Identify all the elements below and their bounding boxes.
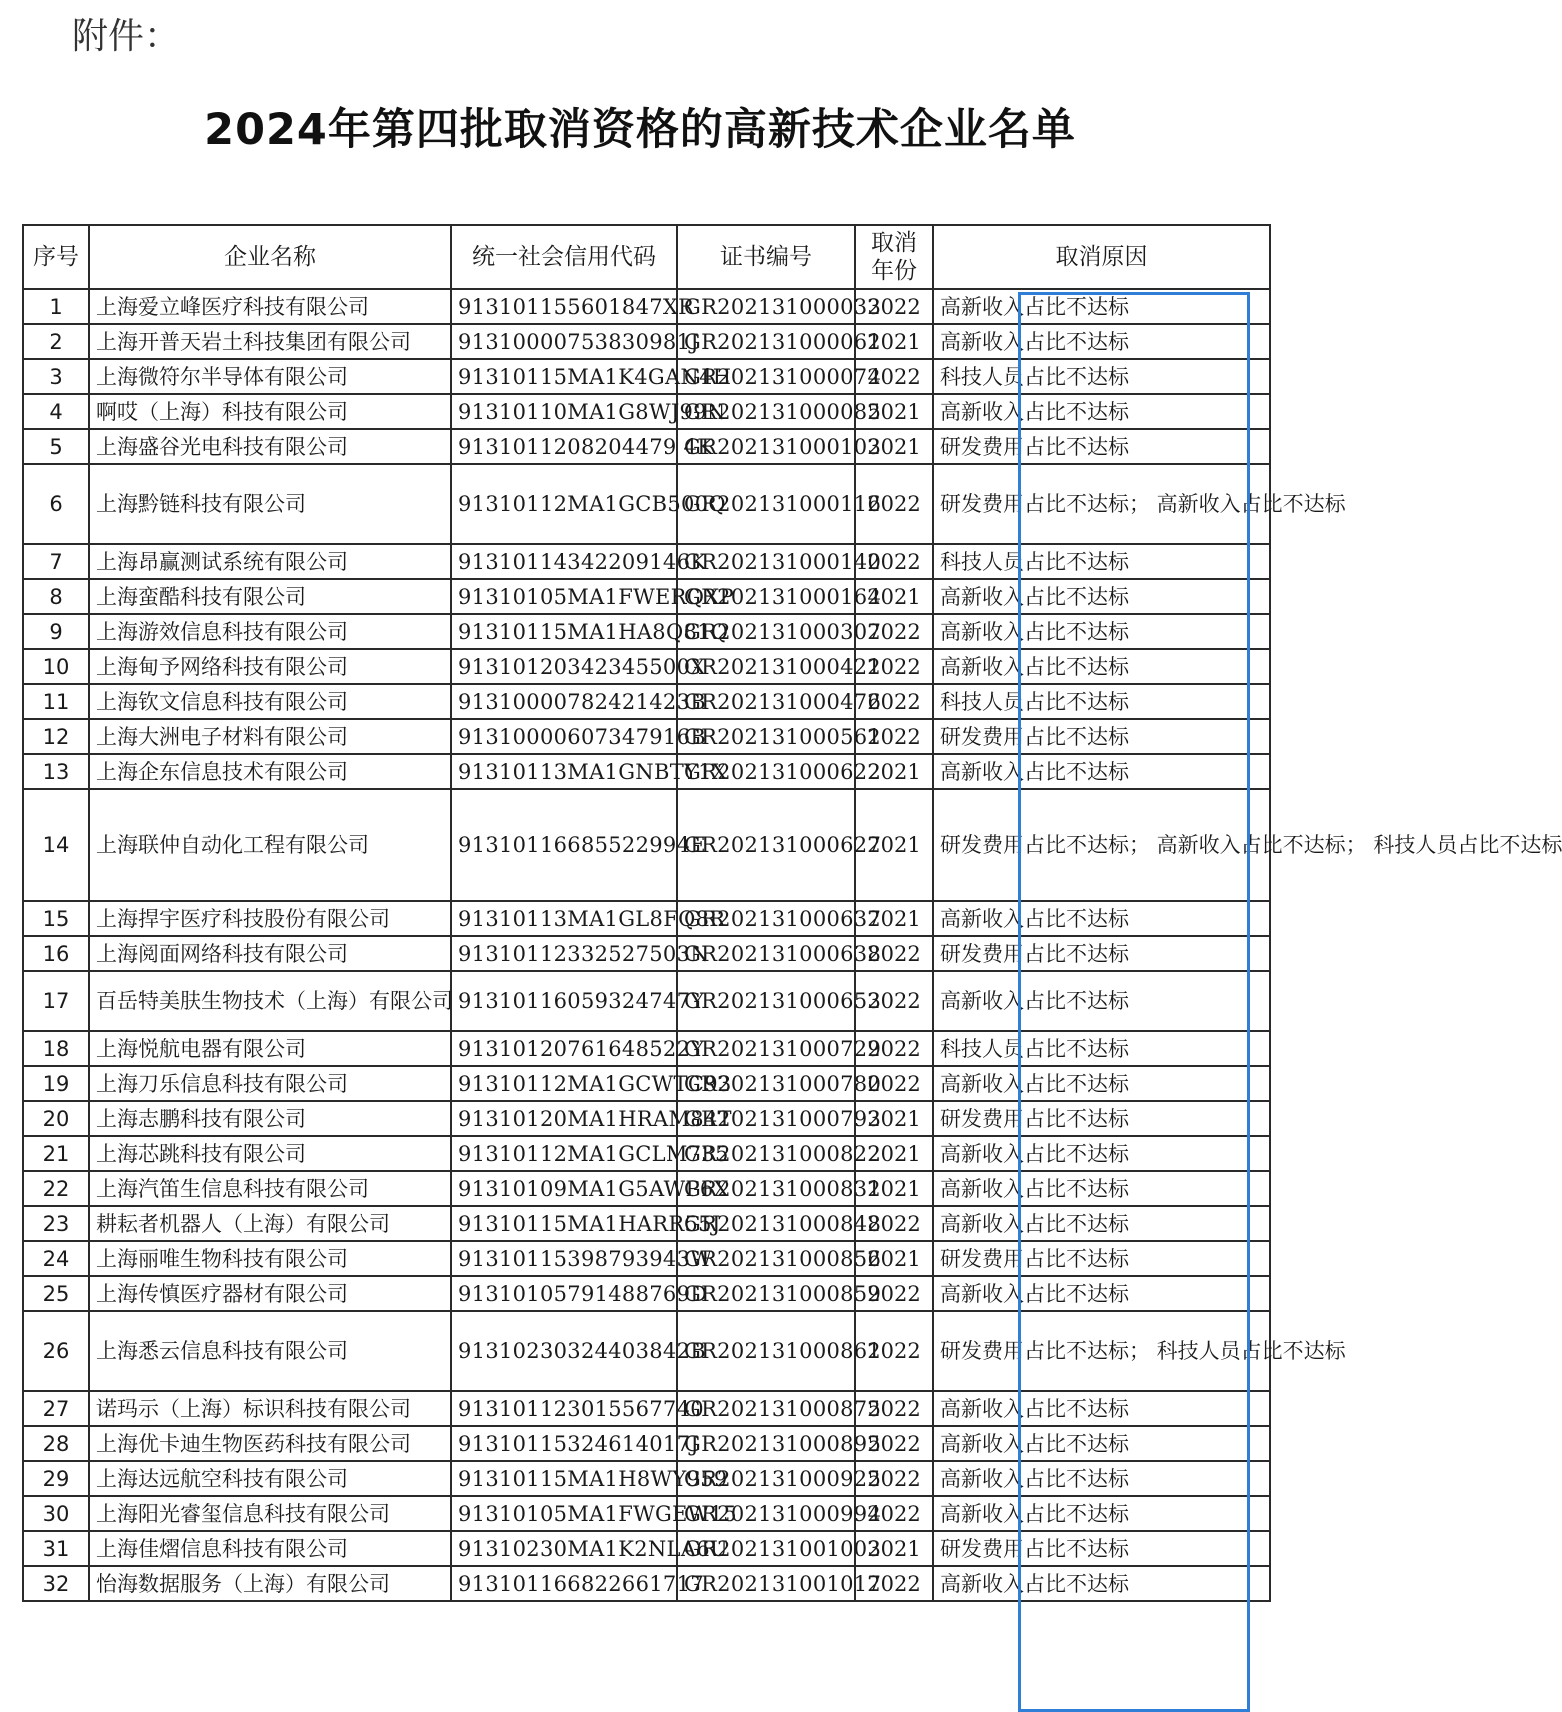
cell-cert: GR202131000856 [677, 1241, 855, 1276]
table-row [23, 649, 1270, 684]
table-row [23, 1136, 1270, 1171]
cell-code: 91310114342209146K [451, 544, 677, 579]
cell-year: 2021 [855, 1171, 933, 1206]
cell-cert: GR202131000875 [677, 1391, 855, 1426]
cell-year: 2021 [855, 1241, 933, 1276]
cell-name: 上海游效信息科技有限公司 [89, 614, 451, 649]
cell-code: 91310120MA1HRAM84T [451, 1101, 677, 1136]
table-row [23, 1101, 1270, 1136]
cell-year: 2022 [855, 1311, 933, 1391]
header-name: 企业名称 [89, 225, 451, 289]
cell-seq: 7 [23, 544, 89, 579]
cell-year: 2021 [855, 901, 933, 936]
cell-seq: 2 [23, 324, 89, 359]
cell-cert: GR202131000994 [677, 1496, 855, 1531]
cell-seq: 5 [23, 429, 89, 464]
cell-name: 上海爱立峰医疗科技有限公司 [89, 289, 451, 324]
cell-cert: GR202131000116 [677, 464, 855, 544]
cell-year: 2021 [855, 789, 933, 901]
cell-seq: 12 [23, 719, 89, 754]
cell-reason: 研发费用占比不达标 [933, 1531, 1270, 1566]
cell-year: 2022 [855, 649, 933, 684]
cell-code: 91310105MA1FWERQXP [451, 579, 677, 614]
cell-name: 上海阳光睿玺信息科技有限公司 [89, 1496, 451, 1531]
cell-code: 91310230324403842B [451, 1311, 677, 1391]
cell-reason: 研发费用占比不达标 [933, 719, 1270, 754]
cell-code: 91310113MA1GNBTY1X [451, 754, 677, 789]
header-code: 统一社会信用代码 [451, 225, 677, 289]
cell-code: 91310112332527503N [451, 936, 677, 971]
cell-seq: 4 [23, 394, 89, 429]
cell-cert: GR202131000859 [677, 1276, 855, 1311]
cell-code: 91310112MA1GCLM735 [451, 1136, 677, 1171]
cell-seq: 20 [23, 1101, 89, 1136]
cell-code: 91310116685522994E [451, 789, 677, 901]
cell-name: 上海阅面网络科技有限公司 [89, 936, 451, 971]
cell-name: 上海汽笛生信息科技有限公司 [89, 1171, 451, 1206]
table-row [23, 429, 1270, 464]
table-row [23, 789, 1270, 901]
cell-year: 2021 [855, 754, 933, 789]
cell-name: 百岳特美肤生物技术（上海）有限公司 [89, 971, 451, 1031]
cell-code: 91310105MA1FWGEW15 [451, 1496, 677, 1531]
cell-name: 上海优卡迪生物医药科技有限公司 [89, 1426, 451, 1461]
cell-year: 2022 [855, 289, 933, 324]
cell-year: 2021 [855, 394, 933, 429]
cell-year: 2022 [855, 1426, 933, 1461]
cell-cert: GR202131000103 [677, 429, 855, 464]
cell-seq: 11 [23, 684, 89, 719]
cell-seq: 18 [23, 1031, 89, 1066]
table-header-row [23, 225, 1270, 289]
header-year: 取消年份 [855, 225, 933, 289]
cell-reason: 研发费用占比不达标 [933, 1101, 1270, 1136]
cell-seq: 22 [23, 1171, 89, 1206]
table-row [23, 1391, 1270, 1426]
attachment-label: 附件： [72, 16, 181, 57]
cell-cert: GR202131000848 [677, 1206, 855, 1241]
cell-year: 2021 [855, 1101, 933, 1136]
cell-year: 2022 [855, 971, 933, 1031]
cell-reason: 高新收入占比不达标 [933, 1136, 1270, 1171]
cell-name: 上海佳熠信息科技有限公司 [89, 1531, 451, 1566]
cell-cert: GR202131000729 [677, 1031, 855, 1066]
cell-reason: 科技人员占比不达标 [933, 684, 1270, 719]
header-cert: 证书编号 [677, 225, 855, 289]
cell-seq: 32 [23, 1566, 89, 1601]
cell-reason: 高新收入占比不达标 [933, 394, 1270, 429]
cell-cert: GR202131000822 [677, 1136, 855, 1171]
cell-name: 上海丽唯生物科技有限公司 [89, 1241, 451, 1276]
cell-reason: 研发费用占比不达标 [933, 1241, 1270, 1276]
cell-seq: 14 [23, 789, 89, 901]
cell-seq: 23 [23, 1206, 89, 1241]
table-row [23, 1531, 1270, 1566]
cell-cert: GR202131000831 [677, 1171, 855, 1206]
cell-year: 2022 [855, 464, 933, 544]
cell-reason: 高新收入占比不达标 [933, 1206, 1270, 1241]
table-row [23, 359, 1270, 394]
table-row [23, 464, 1270, 544]
cell-seq: 13 [23, 754, 89, 789]
cell-reason: 研发费用占比不达标 [933, 936, 1270, 971]
cell-code: 91310000753830981J [451, 324, 677, 359]
table-row [23, 1461, 1270, 1496]
cell-code: 9131011208204479 4K [451, 429, 677, 464]
cell-code: 91310105791488769D [451, 1276, 677, 1311]
cell-cert: GR202131000627 [677, 789, 855, 901]
cell-name: 耕耘者机器人（上海）有限公司 [89, 1206, 451, 1241]
table-row [23, 936, 1270, 971]
cell-year: 2022 [855, 719, 933, 754]
cell-name: 上海昂赢测试系统有限公司 [89, 544, 451, 579]
cell-name: 上海志鹏科技有限公司 [89, 1101, 451, 1136]
table-row [23, 719, 1270, 754]
cell-name: 上海黔链科技有限公司 [89, 464, 451, 544]
cell-cert: GR202131000061 [677, 324, 855, 359]
cell-cert: GR202131000638 [677, 936, 855, 971]
cell-year: 2021 [855, 429, 933, 464]
cell-reason: 高新收入占比不达标 [933, 1496, 1270, 1531]
cell-year: 2022 [855, 614, 933, 649]
cell-seq: 15 [23, 901, 89, 936]
cell-name: 上海甸予网络科技有限公司 [89, 649, 451, 684]
cell-name: 上海芯跳科技有限公司 [89, 1136, 451, 1171]
cell-seq: 25 [23, 1276, 89, 1311]
cell-cert: GR202131000421 [677, 649, 855, 684]
cell-code: 91310116059324747Y [451, 971, 677, 1031]
table-row [23, 1426, 1270, 1461]
cell-year: 2022 [855, 359, 933, 394]
cell-code: 91310109MA1G5AWP6X [451, 1171, 677, 1206]
cell-reason: 高新收入占比不达标 [933, 754, 1270, 789]
cell-code: 91310112MA1GCB500Q [451, 464, 677, 544]
cell-cert: GR202131000895 [677, 1426, 855, 1461]
cell-cert: GR202131000925 [677, 1461, 855, 1496]
cell-reason: 研发费用占比不达标； 高新收入占比不达标； 科技人员占比不达标 [933, 789, 1270, 901]
table-row [23, 754, 1270, 789]
table-row [23, 1206, 1270, 1241]
cell-reason: 科技人员占比不达标 [933, 1031, 1270, 1066]
cell-code: 91310120761648522Y [451, 1031, 677, 1066]
cell-reason: 高新收入占比不达标 [933, 1426, 1270, 1461]
cell-code: 91310000607347916B [451, 719, 677, 754]
cell-code: 913101155601847XR [451, 289, 677, 324]
cell-reason: 高新收入占比不达标 [933, 289, 1270, 324]
cell-code: 91310115MA1HA8Q81Q [451, 614, 677, 649]
cell-year: 2022 [855, 1391, 933, 1426]
cell-cert: GR202131000637 [677, 901, 855, 936]
cell-reason: 高新收入占比不达标 [933, 901, 1270, 936]
cell-year: 2022 [855, 936, 933, 971]
cell-name: 上海联仲自动化工程有限公司 [89, 789, 451, 901]
cell-year: 2022 [855, 544, 933, 579]
cell-name: 上海达远航空科技有限公司 [89, 1461, 451, 1496]
cell-name: 上海蛮酷科技有限公司 [89, 579, 451, 614]
header-seq: 序号 [23, 225, 89, 289]
cell-cert: GR202131000561 [677, 719, 855, 754]
cell-year: 2021 [855, 324, 933, 359]
cell-seq: 17 [23, 971, 89, 1031]
document-title: 2024年第四批取消资格的高新技术企业名单 [204, 105, 1076, 155]
cell-name: 上海钦文信息科技有限公司 [89, 684, 451, 719]
cell-code: 91310115MA1H8WY959 [451, 1461, 677, 1496]
cell-reason: 高新收入占比不达标 [933, 324, 1270, 359]
cell-cert: GR202131001017 [677, 1566, 855, 1601]
table-row [23, 324, 1270, 359]
cell-name: 上海悉云信息科技有限公司 [89, 1311, 451, 1391]
cell-reason: 研发费用占比不达标； 科技人员占比不达标 [933, 1311, 1270, 1391]
cell-seq: 3 [23, 359, 89, 394]
cell-seq: 28 [23, 1426, 89, 1461]
cell-year: 2022 [855, 1031, 933, 1066]
cell-year: 2022 [855, 1566, 933, 1601]
cell-seq: 30 [23, 1496, 89, 1531]
table-row [23, 394, 1270, 429]
cell-reason: 研发费用占比不达标 [933, 429, 1270, 464]
cell-seq: 8 [23, 579, 89, 614]
cell-seq: 27 [23, 1391, 89, 1426]
cell-seq: 19 [23, 1066, 89, 1101]
cell-name: 上海刀乐信息科技有限公司 [89, 1066, 451, 1101]
cell-reason: 高新收入占比不达标 [933, 1276, 1270, 1311]
cell-name: 上海捍宇医疗科技股份有限公司 [89, 901, 451, 936]
cell-cert: GR202131000164 [677, 579, 855, 614]
cell-reason: 高新收入占比不达标 [933, 649, 1270, 684]
cell-year: 2022 [855, 1066, 933, 1101]
cell-reason: 研发费用占比不达标； 高新收入占比不达标 [933, 464, 1270, 544]
table-row [23, 579, 1270, 614]
cell-seq: 9 [23, 614, 89, 649]
cell-seq: 26 [23, 1311, 89, 1391]
cell-reason: 高新收入占比不达标 [933, 579, 1270, 614]
cell-name: 诺玛示（上海）标识科技有限公司 [89, 1391, 451, 1426]
table-row [23, 1241, 1270, 1276]
cell-code: 913101166822661717 [451, 1566, 677, 1601]
table-row [23, 1171, 1270, 1206]
cell-reason: 高新收入占比不达标 [933, 1391, 1270, 1426]
cell-seq: 24 [23, 1241, 89, 1276]
cell-code: 91310000782421423B [451, 684, 677, 719]
cell-year: 2022 [855, 1276, 933, 1311]
cell-reason: 高新收入占比不达标 [933, 614, 1270, 649]
cell-name: 上海微符尔半导体有限公司 [89, 359, 451, 394]
cell-name: 上海开普天岩土科技集团有限公司 [89, 324, 451, 359]
cell-name: 上海盛谷光电科技有限公司 [89, 429, 451, 464]
cell-cert: GR202131000476 [677, 684, 855, 719]
cell-year: 2021 [855, 1136, 933, 1171]
cell-seq: 6 [23, 464, 89, 544]
cell-year: 2022 [855, 684, 933, 719]
cell-name: 上海企东信息技术有限公司 [89, 754, 451, 789]
cell-name: 上海悦航电器有限公司 [89, 1031, 451, 1066]
table-row [23, 1276, 1270, 1311]
cell-code: 91310113MA1GL8FQ8R [451, 901, 677, 936]
cell-code: 913101123015567740 [451, 1391, 677, 1426]
cell-cert: GR202131000074 [677, 359, 855, 394]
cell-reason: 科技人员占比不达标 [933, 359, 1270, 394]
cell-year: 2021 [855, 1531, 933, 1566]
cell-seq: 21 [23, 1136, 89, 1171]
disqualified-enterprise-table [22, 224, 1562, 1602]
cell-code: 91310115MA1HARR55J [451, 1206, 677, 1241]
cell-year: 2022 [855, 1496, 933, 1531]
cell-seq: 31 [23, 1531, 89, 1566]
cell-code: 91310110MA1G8WJ99N [451, 394, 677, 429]
table-row [23, 1566, 1270, 1601]
cell-code: 91310120342345500X [451, 649, 677, 684]
cell-code: 91310115MA1K4GAN4H [451, 359, 677, 394]
cell-cert: GR202131000861 [677, 1311, 855, 1391]
cell-reason: 高新收入占比不达标 [933, 1461, 1270, 1496]
cell-cert: GR202131000307 [677, 614, 855, 649]
cell-cert: GR202131000140 [677, 544, 855, 579]
cell-cert: GR202131000780 [677, 1066, 855, 1101]
cell-reason: 科技人员占比不达标 [933, 544, 1270, 579]
table-row [23, 1031, 1270, 1066]
cell-seq: 1 [23, 289, 89, 324]
table-row [23, 1311, 1270, 1391]
cell-reason: 高新收入占比不达标 [933, 971, 1270, 1031]
cell-year: 2022 [855, 1461, 933, 1496]
cell-code: 91310112MA1GCWTC93 [451, 1066, 677, 1101]
cell-year: 2021 [855, 579, 933, 614]
header-reason: 取消原因 [933, 225, 1270, 289]
cell-code: 91310115398793943W [451, 1241, 677, 1276]
cell-code: 91310230MA1K2NLA6U [451, 1531, 677, 1566]
table-row [23, 971, 1270, 1031]
cell-name: 怡海数据服务（上海）有限公司 [89, 1566, 451, 1601]
cell-cert: GR202131000622 [677, 754, 855, 789]
cell-cert: GR202131000653 [677, 971, 855, 1031]
table-row [23, 614, 1270, 649]
cell-name: 啊哎（上海）科技有限公司 [89, 394, 451, 429]
table-row [23, 544, 1270, 579]
cell-cert: GR202131000085 [677, 394, 855, 429]
cell-reason: 高新收入占比不达标 [933, 1566, 1270, 1601]
cell-name: 上海大洲电子材料有限公司 [89, 719, 451, 754]
cell-code: 91310115324614017J [451, 1426, 677, 1461]
table-row [23, 289, 1270, 324]
cell-name: 上海传慎医疗器材有限公司 [89, 1276, 451, 1311]
cell-seq: 10 [23, 649, 89, 684]
cell-reason: 高新收入占比不达标 [933, 1171, 1270, 1206]
cell-reason: 高新收入占比不达标 [933, 1066, 1270, 1101]
table-row [23, 684, 1270, 719]
cell-year: 2022 [855, 1206, 933, 1241]
cell-seq: 29 [23, 1461, 89, 1496]
cell-cert: GR202131000793 [677, 1101, 855, 1136]
table-row [23, 901, 1270, 936]
cell-cert: GR202131000033 [677, 289, 855, 324]
table-row [23, 1496, 1270, 1531]
cell-seq: 16 [23, 936, 89, 971]
cell-cert: GR202131001003 [677, 1531, 855, 1566]
table-row [23, 1066, 1270, 1101]
